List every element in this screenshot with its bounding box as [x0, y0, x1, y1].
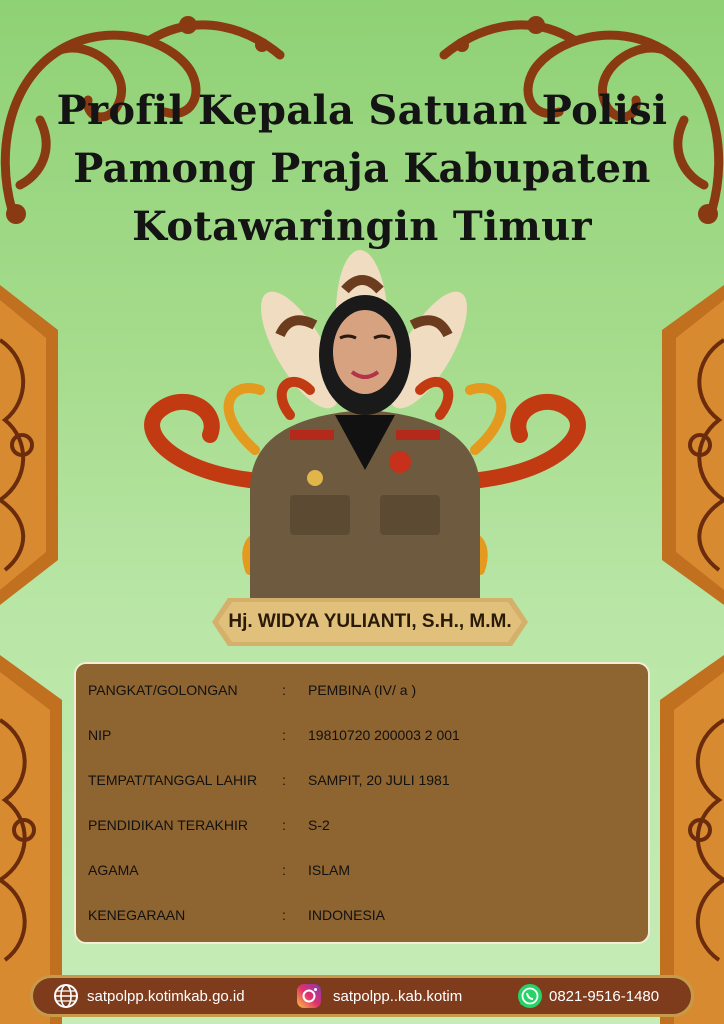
right-batik-panel-upper: [662, 285, 724, 605]
field-value: SAMPIT, 20 JULI 1981: [308, 772, 450, 788]
globe-icon: [53, 983, 79, 1009]
uniform-figure: [250, 410, 480, 600]
field-label: PENDIDIKAN TERAKHIR: [88, 817, 248, 833]
field-value: S-2: [308, 817, 330, 833]
instagram-link[interactable]: satpolpp..kab.kotim: [333, 988, 463, 1005]
field-colon: :: [282, 907, 286, 923]
whatsapp-icon: [517, 983, 543, 1009]
right-batik-panel-lower: [660, 655, 724, 1024]
contact-footer: [30, 975, 694, 1017]
field-value: 19810720 200003 2 001: [308, 727, 460, 743]
officer-name: Hj. WIDYA YULIANTI, S.H., M.M.: [228, 611, 512, 632]
left-batik-panel-lower: [0, 655, 62, 1024]
page-title: [40, 82, 684, 256]
field-colon: :: [282, 727, 286, 743]
field-value: ISLAM: [308, 862, 351, 878]
title-line-2: Pamong Praja Kabupaten: [73, 145, 651, 192]
website-link[interactable]: satpolpp.kotimkab.go.id: [87, 988, 245, 1005]
field-colon: :: [282, 817, 286, 833]
title-line-1: Profil Kepala Satuan Polisi: [56, 87, 668, 134]
field-label: KENEGARAAN: [88, 907, 186, 923]
field-label: TEMPAT/TANGGAL LAHIR: [88, 772, 258, 788]
profile-info-panel: [74, 662, 650, 944]
field-colon: :: [282, 772, 286, 788]
officer-head: [319, 295, 411, 415]
field-colon: :: [282, 682, 286, 698]
whatsapp-number[interactable]: 0821-9516-1480: [549, 988, 660, 1005]
officer-portrait: [140, 240, 590, 600]
field-value: INDONESIA: [308, 907, 386, 923]
left-batik-panel-upper: [0, 285, 58, 605]
title-line-3: Kotawaringin Timur: [132, 203, 592, 250]
field-label: AGAMA: [88, 862, 139, 878]
instagram-icon: [296, 983, 322, 1009]
field-label: PANGKAT/GOLONGAN: [88, 682, 238, 698]
field-label: NIP: [88, 727, 112, 743]
field-colon: :: [282, 862, 286, 878]
field-value: PEMBINA (IV/ a ): [308, 682, 417, 698]
